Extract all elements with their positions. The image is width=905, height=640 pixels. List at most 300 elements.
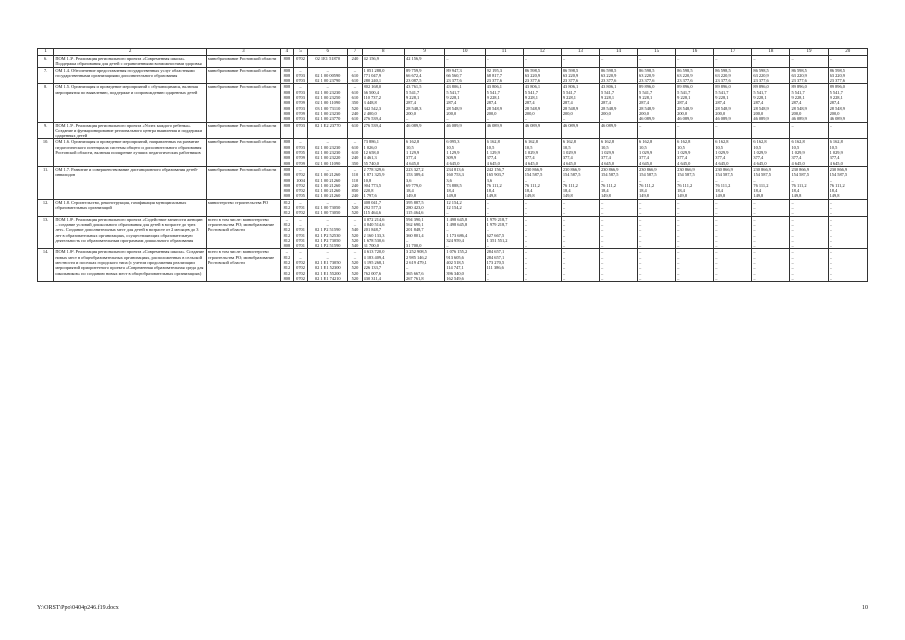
value-line: 200,0	[753, 110, 764, 116]
value-line: 396 340,0	[446, 270, 464, 276]
value-line: 540	[351, 243, 359, 249]
value-line: –	[524, 216, 527, 222]
value-cell	[790, 249, 828, 282]
value-line: –	[406, 116, 409, 122]
value-line: –	[753, 237, 756, 243]
value-line: –	[791, 275, 794, 281]
value-line: 200,0	[446, 110, 457, 116]
value-line: –	[486, 205, 489, 211]
value-line: –	[524, 270, 527, 276]
value-line: 242 156,7	[486, 166, 505, 172]
value-line: 10,5	[486, 144, 495, 150]
value-line: –	[562, 237, 566, 243]
value-line: 3,6	[446, 177, 452, 183]
value-line: –	[562, 243, 566, 249]
value-line: 162 549,6	[446, 275, 464, 281]
value-line: 200,0	[791, 110, 802, 116]
value-line: 69 779,0	[406, 182, 422, 188]
value-line: –	[446, 243, 449, 249]
value-line: 76 111,2	[639, 182, 655, 188]
value-cell	[714, 56, 752, 68]
value-line: 63 220,9	[829, 72, 845, 78]
value-cell	[523, 139, 561, 166]
value-line: –	[715, 205, 718, 211]
value-line: –	[353, 199, 357, 205]
value-line: 0709	[296, 100, 305, 106]
value-line: 3 448,8	[363, 100, 377, 106]
value-line: 377,4	[715, 155, 726, 161]
value-line: 46 089,9	[486, 122, 502, 128]
value-line: 18,4	[600, 188, 609, 194]
value-cell	[561, 139, 599, 166]
value-line: 149,8	[600, 193, 611, 199]
value-line: –	[524, 205, 527, 211]
value-line: –	[600, 205, 604, 211]
value-line: 287,4	[715, 100, 726, 106]
value-cell	[348, 84, 362, 122]
value-line: 292 577,3	[363, 205, 382, 211]
value-cell	[293, 139, 307, 166]
value-cell	[348, 216, 362, 249]
value-line: 02 1 00 23770	[315, 116, 341, 122]
value-line: 154 587,5	[524, 172, 543, 178]
value-cell	[752, 84, 790, 122]
value-line: –	[524, 259, 527, 265]
value-line: 18,4	[715, 188, 723, 194]
value-line: 1 498 645,8	[446, 216, 468, 222]
value-line: –	[562, 56, 566, 61]
value-cell	[676, 166, 714, 199]
value-cell	[405, 84, 445, 122]
value-line: 287,4	[446, 100, 457, 106]
value-cell	[523, 122, 561, 139]
value-cell	[676, 199, 714, 216]
value-line: –	[562, 210, 566, 216]
value-line: 10,5	[715, 144, 723, 150]
value-line: –	[715, 265, 718, 271]
value-cell	[638, 216, 676, 249]
value-line: 23 377,6	[791, 78, 807, 84]
value-line: 520	[351, 210, 359, 216]
value-cell	[485, 166, 523, 199]
value-line: –	[486, 270, 489, 276]
value-line: 610	[351, 116, 359, 122]
value-line: 9 228,1	[829, 95, 843, 101]
value-line: –	[677, 122, 680, 128]
value-line: 92 195,3	[486, 67, 502, 73]
value-line: –	[791, 237, 794, 243]
value-line: 377,4	[562, 155, 573, 161]
value-line: 6 162,8	[677, 139, 691, 145]
value-line: 46 089,9	[715, 116, 731, 122]
value-line: –	[639, 265, 642, 271]
table-row	[38, 122, 868, 139]
value-cell	[828, 249, 867, 282]
value-line: 0702	[296, 182, 305, 188]
value-line: –	[753, 232, 756, 238]
value-line: 0702	[296, 259, 305, 265]
value-line: 76 111,2	[715, 182, 731, 188]
column-number-header: 14	[599, 49, 637, 56]
value-line: 43 761,5	[406, 84, 422, 90]
value-line: 89 896,0	[753, 84, 769, 90]
value-line: 46 089,9	[524, 122, 541, 128]
value-line: 18,4	[446, 188, 454, 194]
value-line: 02 1 00 23230	[315, 89, 341, 95]
value-line: 520	[351, 232, 359, 238]
value-line: 913 605,6	[446, 254, 464, 260]
value-line: 31 700,0	[363, 243, 379, 249]
value-line: –	[829, 56, 832, 61]
value-line: –	[299, 166, 302, 172]
value-line: 10,5	[677, 144, 685, 150]
value-line: 10,5	[600, 144, 609, 150]
value-line: –	[791, 243, 794, 249]
value-cell	[790, 84, 828, 122]
value-line: –	[299, 221, 302, 227]
value-cell	[790, 166, 828, 199]
value-line: 6 162,8	[562, 139, 576, 145]
value-line: 627 667,5	[486, 232, 505, 238]
value-line: 230 866,9	[562, 166, 581, 172]
value-line: 28 548,9	[829, 105, 845, 111]
value-line: 6 162,8	[829, 139, 843, 145]
value-line: –	[791, 227, 794, 233]
value-line: 154 587,5	[791, 172, 810, 178]
responsible-executor-cell: минобразование Ростовской области	[206, 56, 280, 68]
value-cell	[308, 199, 348, 216]
column-number-header: 17	[714, 49, 752, 56]
value-line: –	[600, 199, 604, 205]
document-page	[37, 48, 868, 282]
value-cell	[714, 216, 752, 249]
measure-description-cell: ПОМ 1.8². Реализация регионального проекта «Современная школа». Создание новых мест в общеобразовательных организациях, расположенных в сельской местности и поселках городского типа (с учетом продолжения реализации мероприятий приоритетного проекта «Современная образовательная среда для школьников» по созданию новых мест в общеобразовательных организациях)	[54, 249, 206, 282]
value-cell	[445, 139, 485, 166]
value-cell	[280, 56, 293, 68]
value-line: 360 801,4	[406, 232, 424, 238]
value-line: –	[677, 56, 680, 61]
value-line: 111 386,6	[486, 265, 504, 271]
value-line: 520	[351, 237, 359, 243]
value-line: 276 539,4	[363, 116, 382, 122]
value-line: 520	[351, 205, 359, 211]
value-line: 9 228,1	[562, 95, 576, 101]
value-cell	[362, 56, 404, 68]
row-number-cell: 11.	[38, 166, 54, 199]
responsible-executor-cell: министерство строительства РО	[206, 199, 280, 216]
value-line: 46 089,9	[639, 116, 655, 122]
value-cell	[828, 56, 867, 68]
value-line: 89 896,0	[639, 84, 655, 90]
value-cell	[445, 67, 485, 84]
value-line: –	[753, 199, 756, 205]
header-row	[38, 49, 868, 56]
value-line: 86 598,5	[562, 67, 579, 73]
value-line: 5 541,7	[600, 89, 615, 95]
value-line: –	[446, 56, 449, 61]
value-line: 812	[283, 199, 291, 205]
value-line: –	[791, 221, 794, 227]
value-line: 1004	[296, 177, 305, 183]
value-line: 520	[351, 270, 359, 276]
value-line: 23 377,6	[600, 78, 617, 84]
value-line: 808	[283, 166, 291, 172]
value-line: 280 240,1	[363, 78, 382, 84]
value-cell	[308, 56, 348, 68]
value-line: 4 461,3	[363, 155, 377, 161]
value-line: 149,8	[639, 193, 649, 199]
value-line: 23 377,6	[677, 78, 693, 84]
value-line: –	[677, 275, 680, 281]
value-line: 10,5	[791, 144, 800, 150]
value-line: –	[639, 177, 642, 183]
value-line: 0703	[296, 105, 305, 111]
value-line: 4 183 409,4	[363, 254, 385, 260]
value-line: 5 541,7	[715, 89, 729, 95]
value-cell	[280, 199, 293, 216]
value-line: 5 541,7	[677, 89, 691, 95]
column-number-header: 18	[752, 49, 790, 56]
value-line: 46 089,9	[829, 116, 845, 122]
value-cell	[523, 84, 561, 122]
value-cell	[790, 56, 828, 68]
value-line: 12 154,2	[446, 199, 462, 205]
value-line: 02 1 00 73050	[315, 205, 341, 211]
value-line: –	[353, 67, 357, 73]
value-line: 230 866,9	[524, 166, 543, 172]
value-line: 4 645,0	[753, 160, 767, 166]
value-cell	[638, 139, 676, 166]
value-cell	[348, 199, 362, 216]
table-row	[38, 199, 868, 216]
value-line: –	[285, 216, 288, 222]
value-cell	[599, 166, 637, 199]
value-line: 1 029,9	[524, 150, 538, 156]
value-line: –	[639, 122, 642, 128]
value-line: –	[677, 199, 680, 205]
value-line: 1 051 288,0	[363, 67, 385, 73]
value-line: 63 220,9	[562, 72, 579, 78]
value-line: –	[486, 199, 489, 205]
value-line: 287,4	[639, 100, 649, 106]
value-cell	[638, 199, 676, 216]
value-line: –	[677, 254, 680, 260]
value-line: 812	[283, 270, 291, 276]
value-cell	[790, 122, 828, 139]
value-line: –	[299, 249, 302, 255]
value-line: 10,5	[639, 144, 647, 150]
value-line: 234 813,6	[446, 166, 464, 172]
value-line: –	[639, 216, 642, 222]
value-line: 201 848,7	[363, 227, 382, 233]
value-line: 287,4	[486, 100, 497, 106]
value-line: 812	[283, 254, 291, 260]
value-cell	[308, 216, 348, 249]
value-cell	[308, 139, 348, 166]
value-line: 0701	[296, 205, 305, 211]
value-line: 812	[283, 227, 291, 233]
table-row	[38, 84, 868, 122]
value-line: –	[524, 221, 527, 227]
value-cell	[405, 67, 445, 84]
responsible-executor-cell: всего в том числе: министерство строительства РО; минобразование Ростовской области	[206, 249, 280, 282]
value-line: 4 613 720,0	[363, 249, 385, 255]
value-line: –	[715, 237, 718, 243]
value-line: 1 979 218,7	[486, 221, 508, 227]
value-line: 76 111,2	[829, 182, 845, 188]
value-line: 86 598,5	[600, 67, 617, 73]
value-cell	[561, 56, 599, 68]
value-line: 76 111,2	[677, 182, 693, 188]
value-line: –	[524, 116, 527, 122]
column-number-header: 10	[445, 49, 485, 56]
value-cell	[445, 199, 485, 216]
value-cell	[828, 199, 867, 216]
value-cell	[485, 139, 523, 166]
value-cell	[523, 216, 561, 249]
value-line: 4 645,0	[715, 160, 729, 166]
value-line: 904 773,5	[363, 182, 382, 188]
value-cell	[599, 56, 637, 68]
value-line: 76 111,2	[791, 182, 807, 188]
value-cell	[599, 216, 637, 249]
measure-description-cell: ОМ 1.4. Обеспечение предоставления государственных услуг областными государственными организациями дополнительного образования	[54, 67, 206, 84]
value-line: –	[486, 227, 489, 233]
value-line: 240	[351, 56, 359, 61]
value-line: 149,8	[677, 193, 688, 199]
value-cell	[308, 166, 348, 199]
value-line: 28 548,9	[486, 105, 502, 111]
value-line: 520	[351, 265, 359, 271]
value-line: 10,5	[829, 144, 838, 150]
value-line: 02 1 P2 52530	[314, 232, 341, 238]
value-line: 5 541,7	[562, 89, 576, 95]
value-line: 0702	[296, 188, 305, 194]
value-cell	[308, 249, 348, 282]
value-line: 4 645,0	[791, 160, 805, 166]
value-cell	[280, 122, 293, 139]
value-line: 02 1 00 23790	[315, 78, 341, 84]
value-line: 395 887,5	[406, 199, 424, 205]
value-line: 402 518,5	[446, 259, 464, 265]
value-line: –	[326, 166, 329, 172]
value-line: 9 228,1	[791, 95, 805, 101]
column-number-header: 13	[561, 49, 599, 56]
value-line: –	[677, 177, 680, 183]
value-line: 28 548,9	[600, 105, 617, 111]
value-cell	[676, 84, 714, 122]
value-line: 02 1 E1 74210	[314, 275, 341, 281]
value-line: –	[600, 116, 604, 122]
value-cell	[485, 56, 523, 68]
row-number-cell: 7.	[38, 67, 54, 84]
value-line: –	[715, 270, 718, 276]
value-line: –	[600, 227, 604, 233]
value-line: –	[753, 265, 756, 271]
value-cell	[638, 56, 676, 68]
value-line: –	[715, 227, 718, 233]
value-line: –	[524, 56, 527, 61]
value-line: 0701	[296, 237, 305, 243]
value-cell	[293, 249, 307, 282]
value-line: –	[524, 227, 527, 233]
value-cell	[752, 216, 790, 249]
value-cell	[790, 199, 828, 216]
value-line: 430 311,4	[363, 275, 381, 281]
value-line: 10,5	[562, 144, 571, 150]
value-line: 3 195 268,1	[363, 259, 385, 265]
value-line: 154 587,5	[562, 172, 581, 178]
value-cell	[445, 216, 485, 249]
value-line: –	[753, 270, 756, 276]
footer-path: Y:\ORST\Ppo\0404p246.f19.docx	[37, 605, 119, 611]
value-line: 280 423,0	[406, 205, 424, 211]
value-cell	[362, 216, 404, 249]
value-line: 66 672,4	[406, 72, 422, 78]
value-cell	[599, 84, 637, 122]
column-number-header: 1	[38, 49, 54, 56]
value-line: 808	[283, 155, 291, 161]
value-cell	[405, 122, 445, 139]
value-cell	[405, 199, 445, 216]
value-line: 365 667,6	[406, 270, 424, 276]
value-line: 28 548,9	[715, 105, 731, 111]
value-line: 149,8	[715, 193, 726, 199]
value-line: 46 089,9	[446, 122, 462, 128]
column-number-header: 6	[308, 49, 348, 56]
value-line: –	[326, 216, 329, 222]
value-line: –	[715, 232, 718, 238]
value-line: –	[600, 216, 604, 222]
value-line: –	[562, 249, 566, 255]
value-line: –	[326, 84, 329, 90]
value-line: –	[326, 221, 329, 227]
value-line: –	[791, 216, 794, 222]
value-line: 149,8	[486, 193, 497, 199]
value-line: –	[791, 265, 794, 271]
value-line: 812	[283, 265, 291, 271]
value-line: –	[715, 254, 718, 260]
value-cell	[714, 199, 752, 216]
value-line: 324 959,4	[446, 237, 464, 243]
value-cell	[828, 216, 867, 249]
value-line: 23 377,6	[562, 78, 579, 84]
value-line: –	[446, 227, 449, 233]
value-line: –	[600, 56, 604, 61]
value-line: –	[677, 232, 680, 238]
value-line: 46 089,9	[677, 116, 693, 122]
column-number-header: 7	[348, 49, 362, 56]
value-line: –	[791, 199, 794, 205]
value-line: 23 377,6	[524, 78, 541, 84]
value-line: –	[791, 177, 794, 183]
value-cell	[362, 166, 404, 199]
value-line: 808	[283, 89, 291, 95]
value-line: 1 029,9	[677, 150, 691, 156]
value-cell	[405, 139, 445, 166]
value-cell	[362, 84, 404, 122]
value-line: 1 678 530,6	[363, 237, 385, 243]
value-line: 4 645,0	[639, 160, 653, 166]
row-number-cell: 14.	[38, 249, 54, 282]
value-line: 4 072 214,6	[363, 216, 385, 222]
value-line: 230 866,9	[715, 166, 733, 172]
value-line: 73 886,1	[363, 139, 379, 145]
value-line: –	[406, 265, 409, 271]
value-line: 9 228,1	[446, 95, 460, 101]
value-line: 540	[351, 227, 359, 233]
value-line: 23 377,6	[446, 78, 462, 84]
